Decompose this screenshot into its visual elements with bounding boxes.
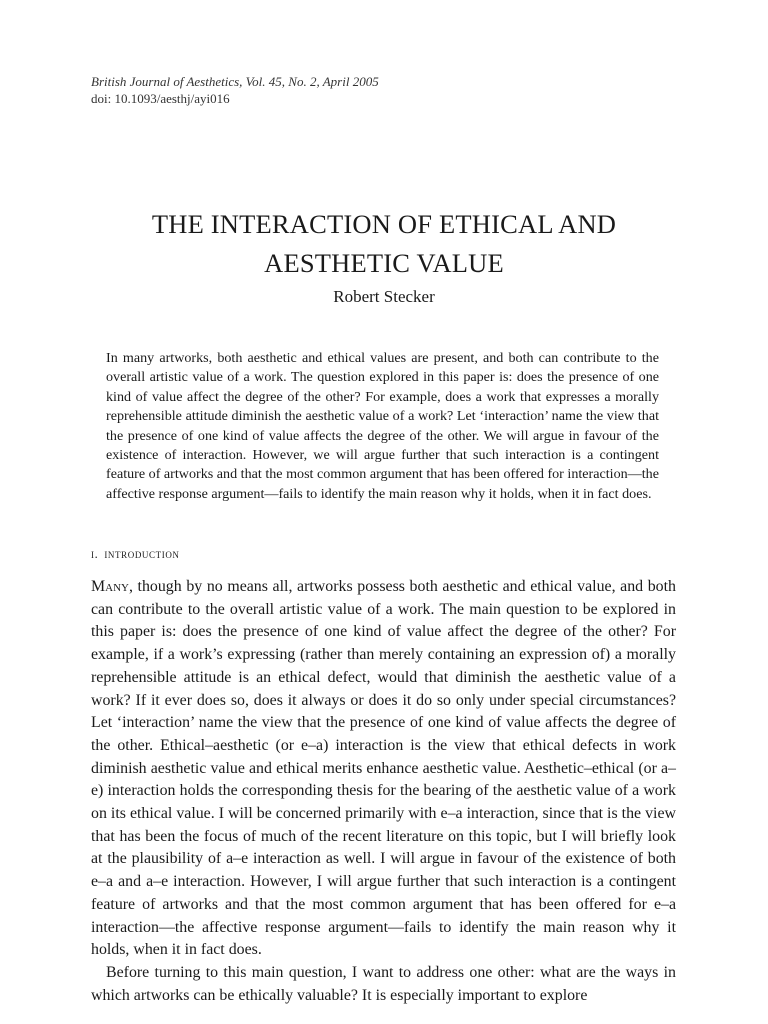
- doi-line: doi: 10.1093/aesthj/ayi016: [91, 91, 230, 106]
- section-number: i.: [91, 547, 99, 561]
- paragraph-lead-word: Many: [91, 578, 129, 595]
- author-name: Robert Stecker: [333, 287, 435, 306]
- article-title-line-2: AESTHETIC VALUE: [264, 248, 504, 278]
- journal-citation: British Journal of Aesthetics, Vol. 45, No. 2, April 2005: [91, 74, 379, 89]
- section-heading: [91, 546, 180, 562]
- body-text: [91, 576, 676, 1007]
- abstract: In many artworks, both aesthetic and ethical values are present, and both can contribute to the overall artistic value of a work. The question explored in this paper is: does the presence of one kind of value affect the degree of the other? For example, does a work that expresses a morally reprehensible attitude diminish the aesthetic value of a work? Let ‘interaction’ name the view that the presence of one kind of value affects the degree of the other. We will argue in favour of the existence of interaction. However, we will argue further that such interaction is a contingent feature of artworks and that the most common argument that has been offered for interaction—the affective response argument—fails to identify the main reason why it holds, when it in fact does.: [106, 350, 659, 502]
- paragraph-1-text: , though by no means all, artworks possess both aesthetic and ethical value, and both can contribute to the overall artistic value of a work. The main question to be explored in this paper is: does the presence of one kind of value affect the degree of the other? For example, if a work’s expressing (rather than merely containing an expression of) a morally reprehensible attitude is an ethical defect, would that diminish the aesthetic value of a work? If it ever does so, does it always or does it do so only under special circumstances? Let ‘interaction’ name the view that the presence of one kind of value affects the degree of the other. Ethical–aesthetic (or e–a) interaction is the view that ethical defects in work diminish aesthetic value and ethical merits enhance aesthetic value. Aesthetic–ethical (or a–e) interaction holds the corresponding thesis for the bearing of the aesthetic value of a work on its ethical value. I will be concerned primarily with e–a interaction, since that is the view that has been the focus of much of the recent literature on this topic, but I will briefly look at the plausibility of a–e interaction as well. I will argue in favour of the existence of both e–a and a–e interaction. However, I will argue further that such interaction is a contingent feature of artworks and that the most common argument that has been offered for e–a interaction—the affective response argument—fails to identify the main reason why it holds, when it in fact does.: [91, 578, 676, 959]
- journal-header: [91, 73, 379, 107]
- paragraph-2: Before turning to this main question, I want to address one other: what are the ways in which artworks can be ethically valuable? It is especially important to explore: [91, 963, 676, 1004]
- section-title: introduction: [104, 547, 180, 561]
- article-title: [0, 205, 768, 283]
- paragraph-1: [91, 576, 676, 962]
- article-title-line-1: THE INTERACTION OF ETHICAL AND: [151, 209, 617, 239]
